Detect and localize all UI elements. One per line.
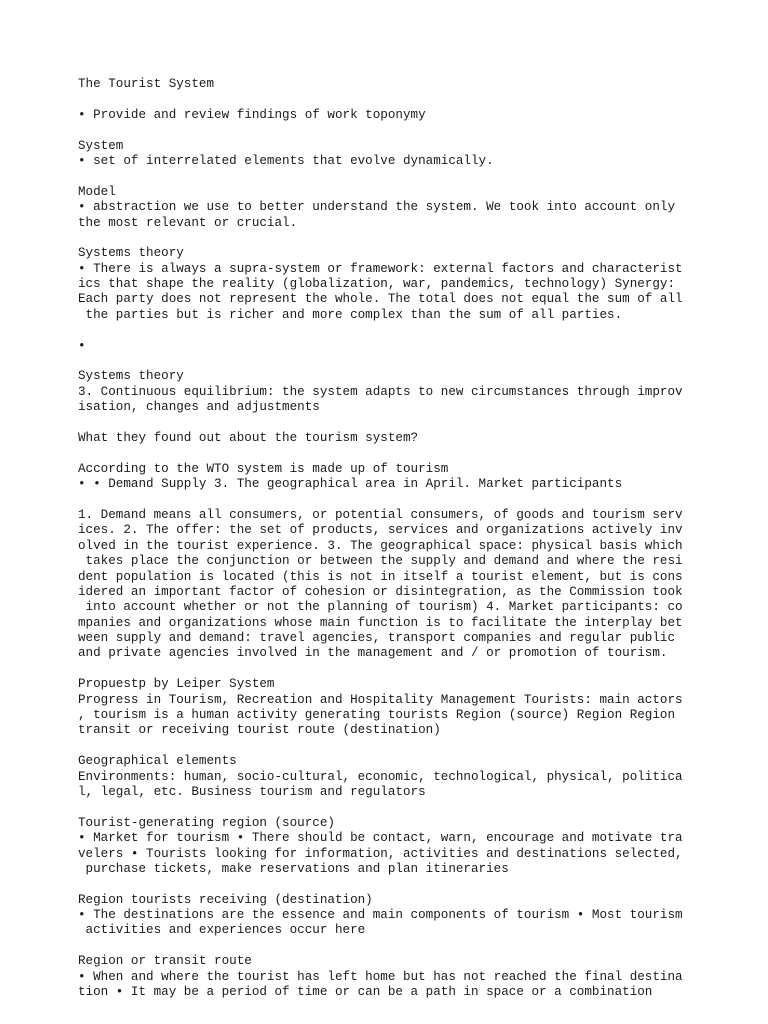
text-line: • abstraction we use to better understand the system. We took into account only [78, 200, 676, 215]
text-line: The Tourist System [78, 77, 215, 91]
text-line [78, 169, 718, 184]
text-line: Tourist-generating region (source) [78, 815, 335, 830]
text-line: 1. Demand means all consumers, or potential consumers, of goods and tourism serv [78, 507, 683, 522]
text-line [78, 662, 718, 677]
text-line: mpanies and organizations whose main function is to facilitate the interplay bet [78, 615, 683, 630]
text-line [78, 800, 718, 815]
text-line: • [78, 338, 86, 353]
text-line: ices. 2. The offer: the set of products, services and organizations actively inv [78, 523, 683, 538]
text-line [78, 123, 718, 138]
text-line: Propuestp by Leiper System [78, 677, 275, 692]
text-line: What they found out about the tourism system? [78, 430, 419, 445]
text-line [78, 493, 718, 508]
text-line: • The destinations are the essence and main components of tourism • Most tourism [78, 908, 683, 923]
text-line: takes place the conjunction or between the supply and demand and where the resi [78, 554, 683, 569]
text-line: and private agencies involved in the management and / or promotion of tourism. [78, 646, 668, 661]
text-line: , tourism is a human activity generating tourists Region (source) Region Region [78, 708, 676, 723]
text-line: purchase tickets, make reservations and plan itineraries [78, 861, 509, 876]
text-line: the most relevant or crucial. [78, 215, 298, 230]
document-text [78, 77, 718, 1000]
text-line: isation, changes and adjustments [78, 400, 320, 415]
text-line [78, 446, 718, 461]
text-line: into account whether or not the planning of tourism) 4. Market participants: co [78, 600, 683, 615]
text-line: • set of interrelated elements that evolve dynamically. [78, 153, 494, 168]
text-line [78, 877, 718, 892]
text-line [78, 354, 718, 369]
text-line: • Market for tourism • There should be contact, warn, encourage and motivate tra [78, 831, 683, 846]
text-line: • • Demand Supply 3. The geographical area in April. Market participants [78, 477, 623, 492]
text-line: tion • It may be a period of time or can be a path in space or a combination [78, 985, 653, 1000]
text-line: Region or transit route [78, 954, 252, 969]
text-line: Model [78, 184, 116, 199]
text-line: Systems theory [78, 369, 184, 384]
text-line: System [78, 138, 124, 153]
text-line: ics that shape the reality (globalization, war, pandemics, technology) Synergy: [78, 277, 676, 292]
text-line: activities and experiences occur here [78, 923, 366, 938]
text-line: the parties but is richer and more complex than the sum of all parties. [78, 307, 623, 322]
text-line [78, 416, 718, 431]
text-line: • When and where the tourist has left home but has not reached the final destina [78, 969, 683, 984]
text-line: idered an important factor of cohesion or disintegration, as the Commission took [78, 584, 683, 599]
text-line [78, 231, 718, 246]
text-line: transit or receiving tourist route (destination) [78, 723, 441, 738]
text-line: Geographical elements [78, 754, 237, 769]
text-line: ween supply and demand: travel agencies, transport companies and regular public [78, 631, 676, 646]
text-line: Region tourists receiving (destination) [78, 892, 373, 907]
text-line [78, 92, 718, 107]
text-line [78, 739, 718, 754]
text-line [78, 939, 718, 954]
text-line: Systems theory [78, 246, 184, 261]
text-line: velers • Tourists looking for information, activities and destinations selected, [78, 846, 683, 861]
text-line: • There is always a supra-system or framework: external factors and characterist [78, 261, 683, 276]
text-line: dent population is located (this is not in itself a tourist element, but is cons [78, 569, 683, 584]
text-line: Environments: human, socio-cultural, economic, technological, physical, politica [78, 769, 683, 784]
text-line: Progress in Tourism, Recreation and Hospitality Management Tourists: main actors [78, 692, 683, 707]
text-line: • Provide and review findings of work toponymy [78, 107, 426, 122]
text-line: Each party does not represent the whole. The total does not equal the sum of all [78, 292, 683, 307]
text-line: According to the WTO system is made up of tourism [78, 461, 449, 476]
text-line: 3. Continuous equilibrium: the system adapts to new circumstances through improv [78, 384, 683, 399]
text-line: olved in the tourist experience. 3. The geographical space: physical basis which [78, 538, 683, 553]
text-line [78, 323, 718, 338]
text-line: l, legal, etc. Business tourism and regulators [78, 784, 426, 799]
